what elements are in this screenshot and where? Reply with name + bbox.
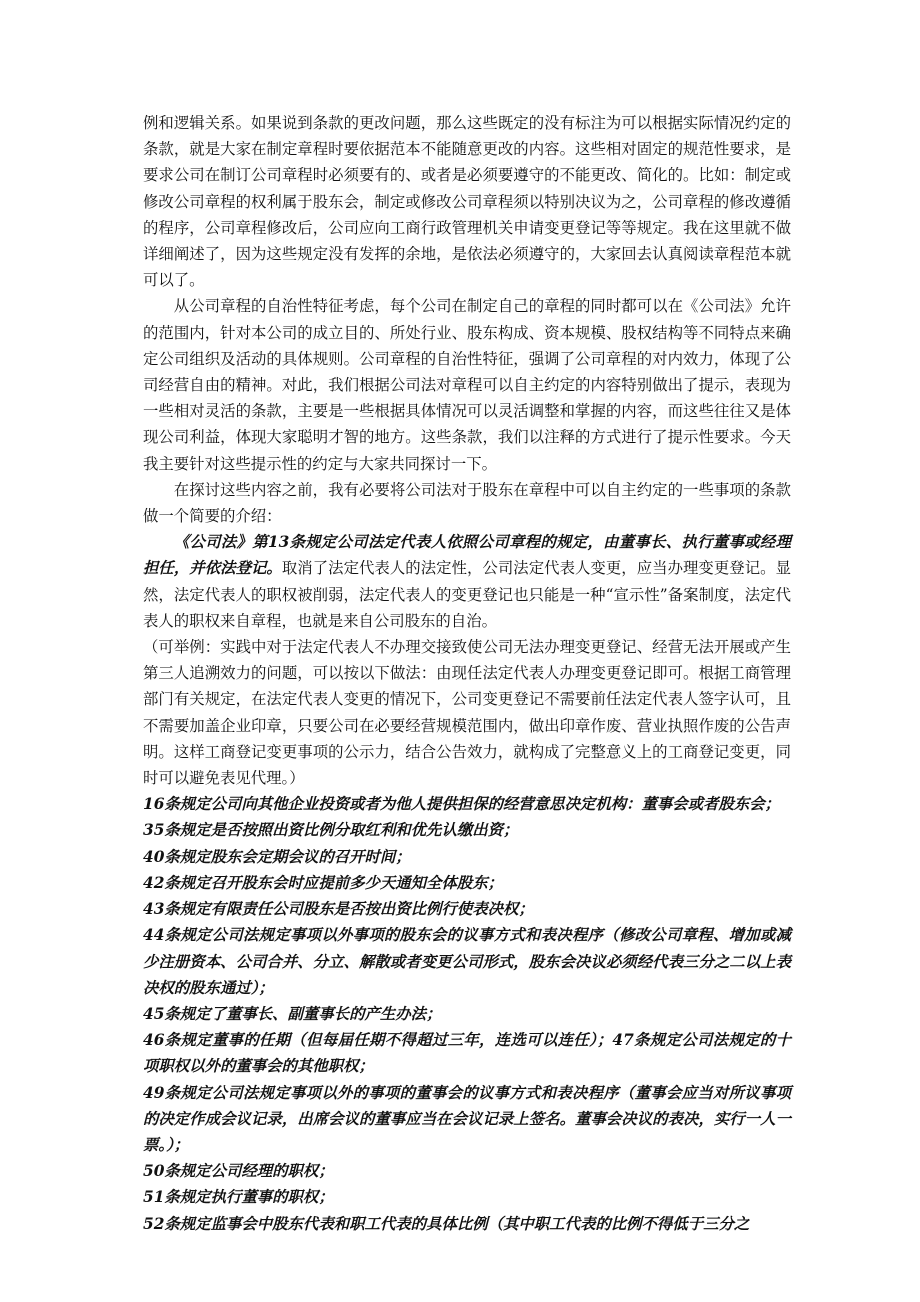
article-item-42: 42条规定召开股东会时应提前多少天通知全体股东； xyxy=(143,873,504,892)
paragraph-autonomy: 从公司章程的自治性特征考虑，每个公司在制定自己的章程的同时都可以在《公司法》允许的范围内，针对本公司的成立目的、所处行业、股东构成、资本规模、股权结构等不同特点来确定公司组织及活动的具体规则。公司章程的自治性特征，强调了公司章程的对内效力，体现了公司经营自由的精神。对此，我们根据公司法对章程可以自主约定的内容特别做出了提示，表现为一些相对灵活的条款，主要是一些根据具体情况可以灵活调整和掌握的内容，而这些往往又是体现公司利益，体现大家聪明才智的地方。这些条款，我们以注释的方式进行了提示性要求。今天我主要针对这些提示性的约定与大家共同探讨一下。 xyxy=(143,297,791,473)
article-item-52: 52条规定监事会中股东代表和职工代表的具体比例（其中职工代表的比例不得低于三分之 xyxy=(143,1214,750,1233)
article-item-50: 50条规定公司经理的职权； xyxy=(143,1162,334,1181)
paragraph-example-note: （可举例：实践中对于法定代表人不办理交接致使公司无法办理变更登记、经营无法开展或产生第三人追溯效力的问题，可以按以下做法：由现任法定代表人办理变更登记即可。根据工商管理部门有关规定，在法定代表人变更的情况下，公司变更登记不需要前任法定代表人签字认可，且不需要加盖企业印章，只要公司在必要经营规模范围内，做出印章作废、营业执照作废的公告声明。这样工商登记变更事项的公示力，结合公告效力，就构成了完整意义上的工商登记变更，同时可以避免表见代理。） xyxy=(143,638,791,788)
article-item-51: 51条规定执行董事的职权； xyxy=(143,1188,334,1207)
article-item-40: 40条规定股东会定期会议的召开时间； xyxy=(143,847,411,866)
article-item-44: 44条规定公司法规定事项以外事项的股东会的议事方式和表决程序（修改公司章程、增加或减少注册资本、公司合并、分立、解散或者变更公司形式，股东会决议必须经代表三分之二以上表决权的股东通过）； xyxy=(143,926,791,997)
article-13-body: 取消了法定代表人的法定性，公司法定代表人变更，应当办理变更登记。显然，法定代表人的职权被削弱，法定代表人的变更登记也只能是一种“宣示性”备案制度，法定代表人的职权来自章程，也就是来自公司股东的自治。 xyxy=(143,559,791,630)
article-item-16: 16条规定公司向其他企业投资或者为他人提供担保的经营意思决定机构：董事会或者股东会； xyxy=(143,795,781,814)
article-item-43: 43条规定有限责任公司股东是否按出资比例行使表决权； xyxy=(143,900,534,919)
paragraph-continuation: 例和逻辑关系。如果说到条款的更改问题，那么这些既定的没有标注为可以根据实际情况约定的条款，就是大家在制定章程时要依据范本不能随意更改的内容。这些相对固定的规范性要求，是要求公司在制订公司章程时必须要有的、或者是必须要遵守的不能更改、简化的。比如：制定或修改公司章程的权利属于股东会，制定或修改公司章程须以特别决议为之，公司章程的修改遵循的程序，公司章程修改后，公司应向工商行政管理机关申请变更登记等等规定。我在这里就不做详细阐述了，因为这些规定没有发挥的余地，是依法必须遵守的，大家回去认真阅读章程范本就可以了。 xyxy=(143,114,791,290)
article-item-46-47: 46条规定董事的任期（但每届任期不得超过三年，连选可以连任）；47条规定公司法规定的十项职权以外的董事会的其他职权； xyxy=(143,1031,791,1076)
article-item-35: 35条规定是否按照出资比例分取红利和优先认缴出资； xyxy=(143,821,519,840)
article-13-emphasis: 《公司法》第13条规定公司法定代表人依照公司章程的规定，由董事长、执行董事或经理担任，并依法登记。 xyxy=(143,533,791,578)
document-page xyxy=(143,110,791,1237)
article-item-45: 45条规定了董事长、副董事长的产生办法； xyxy=(143,1004,442,1023)
paragraph-intro: 在探讨这些内容之前，我有必要将公司法对于股东在章程中可以自主约定的一些事项的条款做一个简要的介绍： xyxy=(143,480,791,526)
paragraph-article-13 xyxy=(143,529,791,634)
article-item-49: 49条规定公司法规定事项以外的事项的董事会的议事方式和表决程序（董事会应当对所议事项的决定作成会议记录，出席会议的董事应当在会议记录上签名。董事会决议的表决，实行一人一票。）； xyxy=(143,1083,791,1154)
